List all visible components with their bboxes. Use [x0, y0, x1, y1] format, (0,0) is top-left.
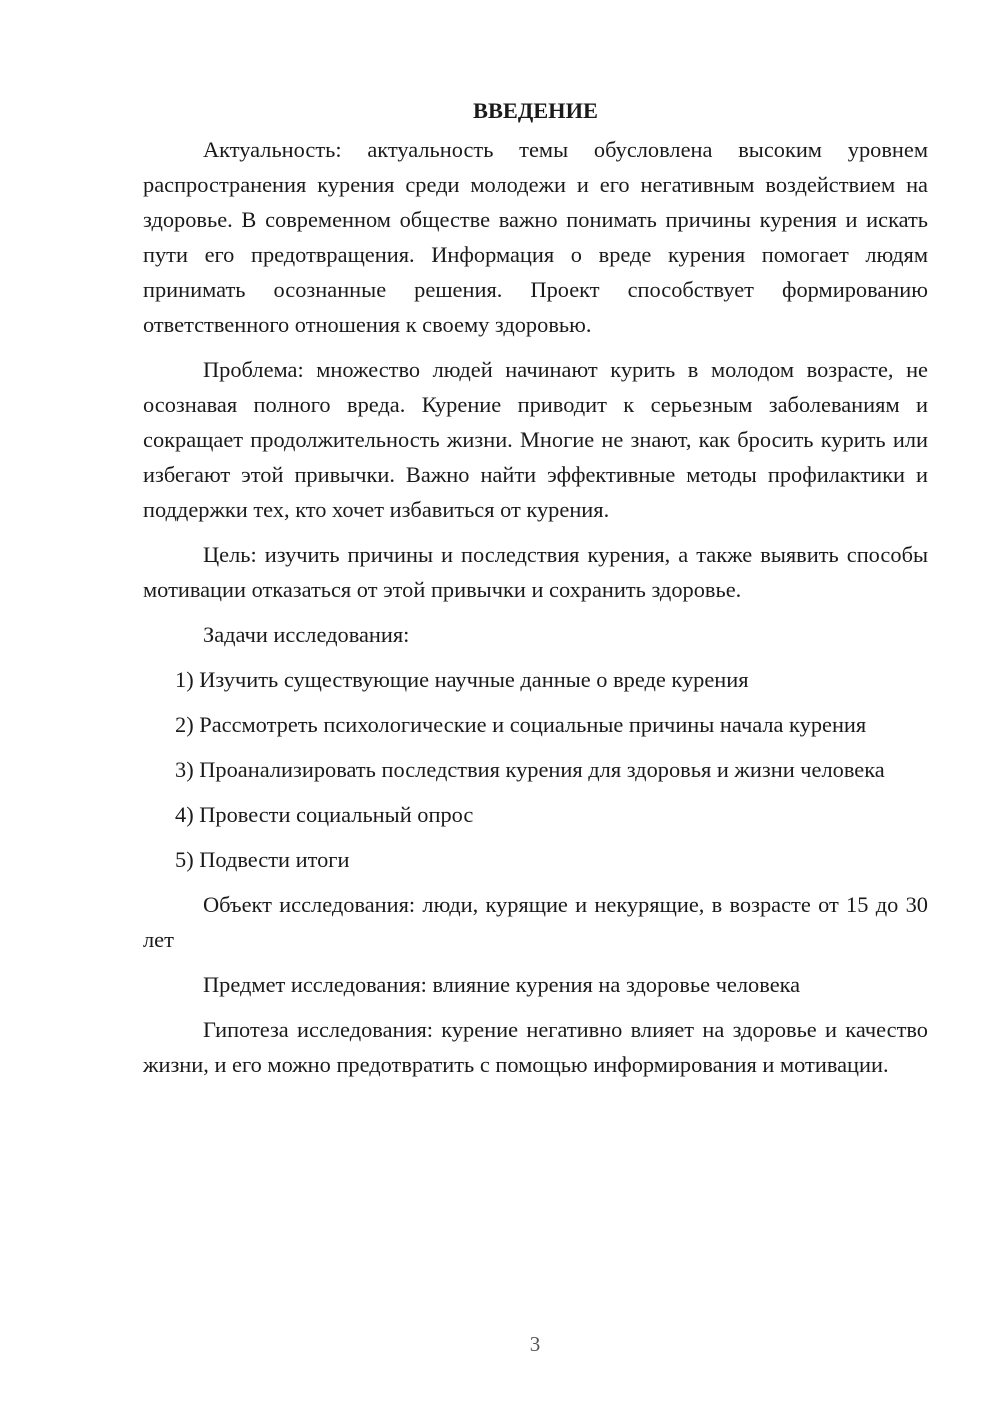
section-heading: ВВЕДЕНИЕ: [473, 98, 598, 123]
task-item: 1) Изучить существующие научные данные о вреде курения: [175, 667, 749, 692]
paragraph-hypothesis: Гипотеза исследования: курение негативно влияет на здоровье и качество жизни, и его можно предотвратить с помощью информирования и мотивации.: [143, 1017, 928, 1077]
paragraph-relevance: Актуальность: актуальность темы обусловлена высоким уровнем распространения курения среди молодежи и его негативным воздействием на здоровье. В современном обществе важно понимать причины курения и искать пути его предотвращения. Информация о вреде курения помогает людям принимать осознанные решения. Проект способствует формированию ответственного отношения к своему здоровью.: [143, 137, 928, 337]
paragraph-tasks-heading: Задачи исследования:: [203, 622, 410, 647]
task-item: 5) Подвести итоги: [175, 847, 350, 872]
task-item: 4) Провести социальный опрос: [175, 802, 474, 827]
paragraph-goal: Цель: изучить причины и последствия курения, а также выявить способы мотивации отказаться от этой привычки и сохранить здоровье.: [143, 542, 928, 602]
paragraph-problem: Проблема: множество людей начинают курить в молодом возрасте, не осознавая полного вреда. Курение приводит к серьезным заболеваниям и сокращает продолжительность жизни. Многие не знают, как бросить курить или избегают этой привычки. Важно найти эффективные методы профилактики и поддержки тех, кто хочет избавиться от курения.: [143, 357, 928, 522]
task-item: 3) Проанализировать последствия курения для здоровья и жизни человека: [175, 757, 885, 782]
paragraph-object: Объект исследования: люди, курящие и некурящие, в возрасте от 15 до 30 лет: [143, 892, 928, 952]
page-content: [143, 93, 928, 1092]
paragraph-subject: Предмет исследования: влияние курения на здоровье человека: [203, 972, 801, 997]
task-item: 2) Рассмотреть психологические и социальные причины начала курения: [175, 712, 867, 737]
page-number: 3: [529, 1332, 541, 1356]
